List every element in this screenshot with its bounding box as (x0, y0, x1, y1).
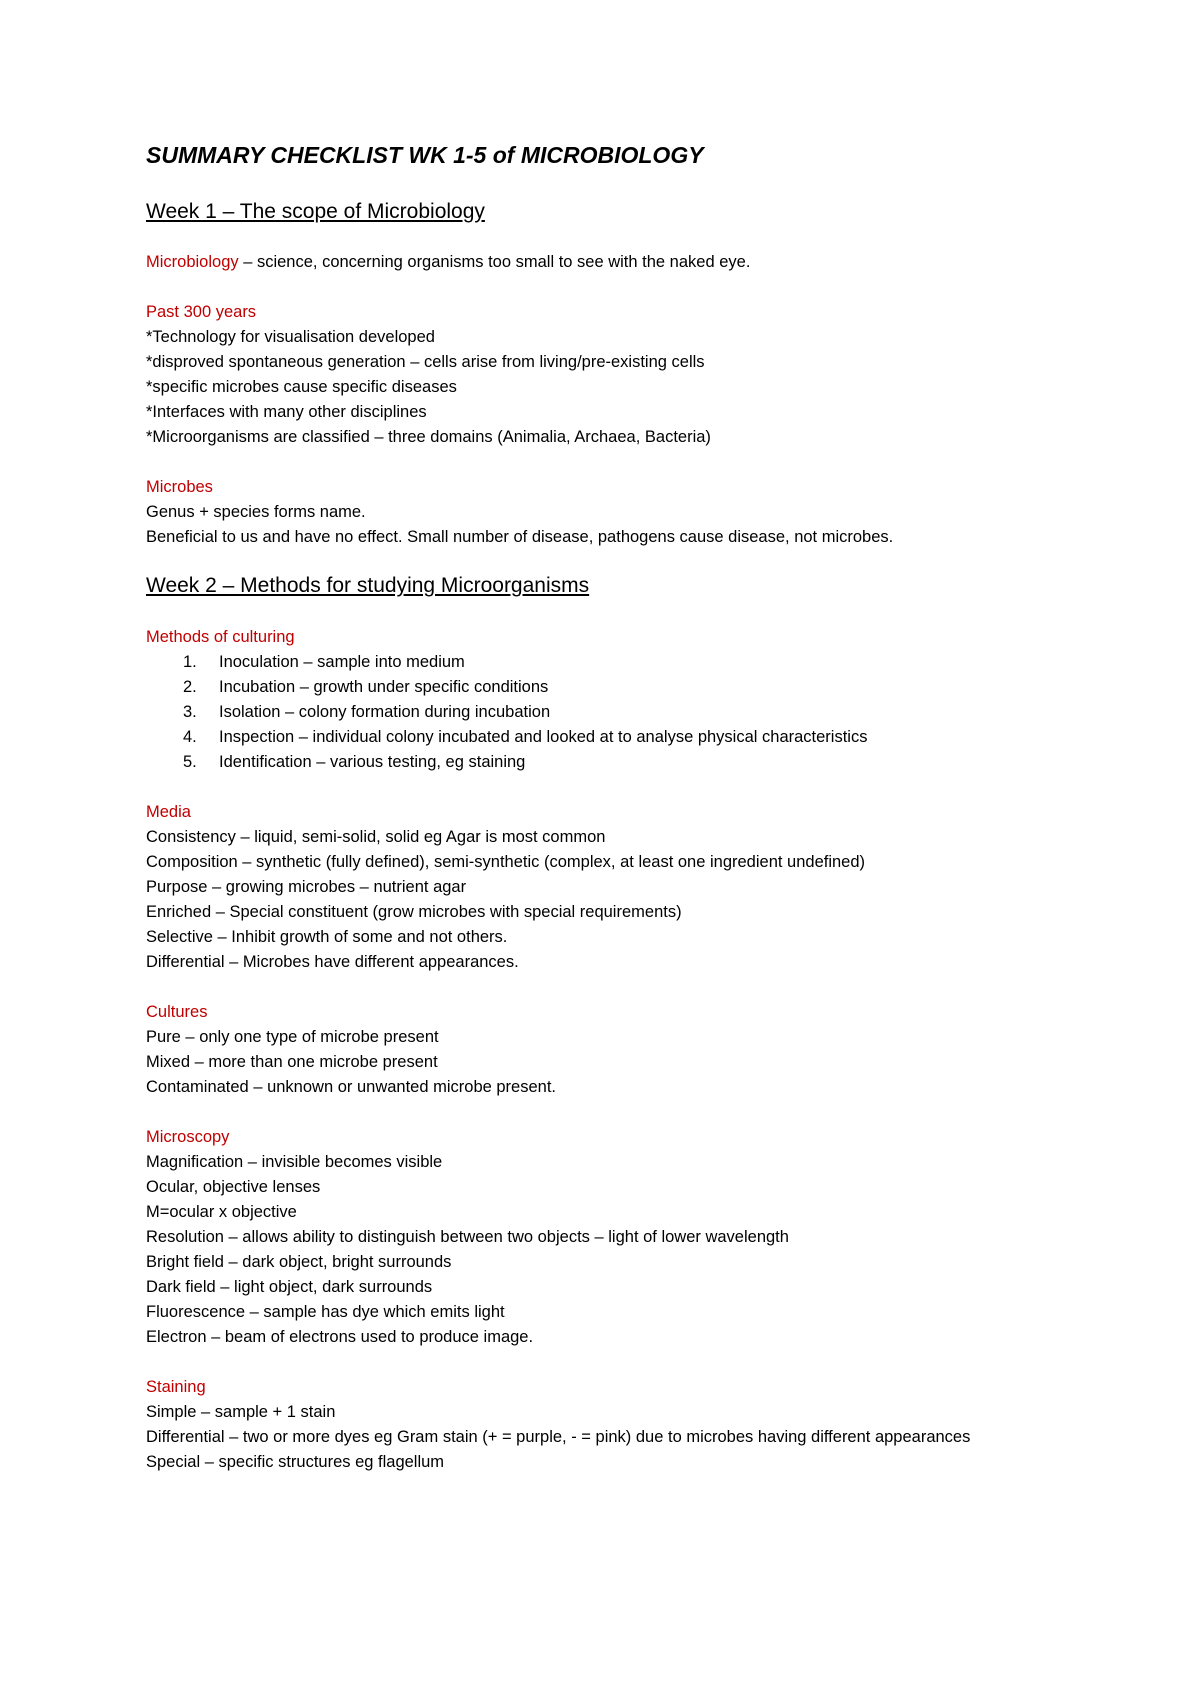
microbes-section (146, 475, 1046, 550)
list-item: *Interfaces with many other disciplines (146, 403, 427, 421)
list-item: *disproved spontaneous generation – cells arise from living/pre-existing cells (146, 353, 705, 371)
list-item: Dark field – light object, dark surrounds (146, 1278, 433, 1296)
section-label: Microbes (146, 478, 213, 496)
step-number: 5. (183, 753, 197, 771)
section-label: Methods of culturing (146, 628, 295, 646)
list-item: *Microorganisms are classified – three domains (Animalia, Archaea, Bacteria) (146, 428, 711, 446)
list-item: Resolution – allows ability to distinguish between two objects – light of lower wavelength (146, 1228, 789, 1246)
definition-text: – science, concerning organisms too small to see with the naked eye. (238, 253, 751, 271)
section-label: Staining (146, 1378, 206, 1396)
document-page (146, 140, 1046, 1475)
list-item (183, 650, 1046, 675)
list-item: Enriched – Special constituent (grow microbes with special requirements) (146, 903, 682, 921)
step-text: Incubation – growth under specific conditions (219, 678, 549, 696)
list-item: Differential – Microbes have different appearances. (146, 953, 519, 971)
list-item: Pure – only one type of microbe present (146, 1028, 439, 1046)
step-text: Inspection – individual colony incubated and looked at to analyse physical characteristics (219, 728, 868, 746)
culturing-steps-list (146, 650, 1046, 775)
list-item (183, 675, 1046, 700)
week2-heading: Week 2 – Methods for studying Microorganisms (146, 574, 590, 597)
step-number: 3. (183, 703, 197, 721)
section-label: Media (146, 803, 191, 821)
microscopy-section (146, 1125, 1046, 1350)
list-item: *Technology for visualisation developed (146, 328, 435, 346)
list-item: Beneficial to us and have no effect. Small number of disease, pathogens cause disease, not microbes. (146, 528, 894, 546)
week1-heading: Week 1 – The scope of Microbiology (146, 200, 485, 223)
document-title: SUMMARY CHECKLIST WK 1-5 of MICROBIOLOGY (146, 142, 704, 168)
section-label: Cultures (146, 1003, 208, 1021)
cultures-section (146, 1000, 1046, 1100)
step-text: Isolation – colony formation during incubation (219, 703, 551, 721)
list-item: Ocular, objective lenses (146, 1178, 321, 1196)
list-item: *specific microbes cause specific diseases (146, 378, 457, 396)
media-section (146, 800, 1046, 975)
microbiology-definition (146, 250, 1046, 275)
list-item: Mixed – more than one microbe present (146, 1053, 438, 1071)
list-item: Contaminated – unknown or unwanted microbe present. (146, 1078, 556, 1096)
list-item: Consistency – liquid, semi-solid, solid eg Agar is most common (146, 828, 606, 846)
list-item (183, 725, 1046, 750)
methods-of-culturing-section (146, 625, 1046, 775)
list-item: Genus + species forms name. (146, 503, 366, 521)
list-item (183, 750, 1046, 775)
list-item: Composition – synthetic (fully defined), semi-synthetic (complex, at least one ingredient undefined) (146, 853, 866, 871)
step-number: 1. (183, 653, 197, 671)
list-item (183, 700, 1046, 725)
list-item: Purpose – growing microbes – nutrient agar (146, 878, 467, 896)
list-item: Selective – Inhibit growth of some and not others. (146, 928, 508, 946)
list-item: Special – specific structures eg flagellum (146, 1453, 445, 1471)
past-300-years-section (146, 300, 1046, 450)
section-label: Past 300 years (146, 303, 257, 321)
definition-term: Microbiology (146, 253, 239, 271)
step-number: 4. (183, 728, 197, 746)
list-item: Fluorescence – sample has dye which emits light (146, 1303, 505, 1321)
list-item: Bright field – dark object, bright surrounds (146, 1253, 452, 1271)
list-item: Simple – sample + 1 stain (146, 1403, 336, 1421)
staining-section (146, 1375, 1046, 1475)
section-label: Microscopy (146, 1128, 230, 1146)
step-number: 2. (183, 678, 197, 696)
list-item: M=ocular x objective (146, 1203, 297, 1221)
list-item: Differential – two or more dyes eg Gram stain (+ = purple, - = pink) due to microbes having different appearances (146, 1428, 971, 1446)
step-text: Inoculation – sample into medium (219, 653, 465, 671)
list-item: Electron – beam of electrons used to produce image. (146, 1328, 534, 1346)
step-text: Identification – various testing, eg staining (219, 753, 526, 771)
list-item: Magnification – invisible becomes visible (146, 1153, 443, 1171)
